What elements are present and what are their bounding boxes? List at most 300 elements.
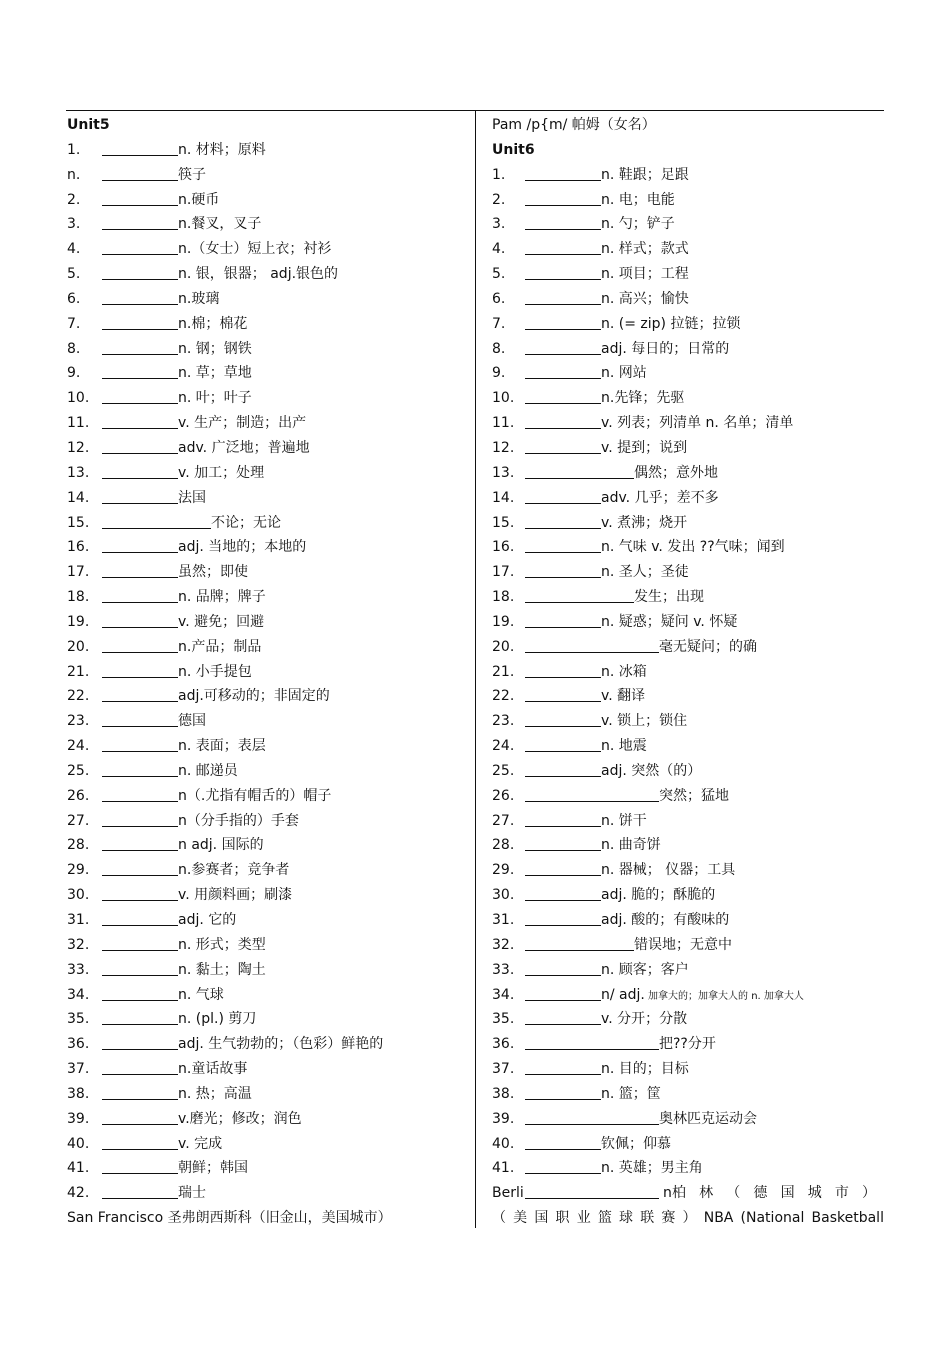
vocab-item	[492, 635, 884, 660]
item-definition: n. 形式；类型	[178, 936, 266, 953]
item-number: 11.	[492, 415, 515, 432]
fill-in-blank[interactable]	[102, 1181, 178, 1199]
item-definition: n. (= zip) 拉链；拉锁	[601, 315, 741, 332]
fill-in-blank[interactable]	[102, 535, 178, 553]
item-definition: n. 鞋跟；足跟	[601, 166, 689, 183]
item-number: 13.	[492, 464, 515, 481]
fill-in-blank[interactable]	[102, 734, 178, 752]
item-number: 11.	[67, 415, 90, 432]
item-definition: 钦佩；仰慕	[601, 1135, 671, 1152]
item-definition: n. 品牌；牌子	[178, 589, 266, 606]
item-number: 3.	[492, 216, 506, 233]
item-number: 42.	[67, 1185, 90, 1202]
vocab-item	[67, 610, 467, 635]
fill-in-blank[interactable]	[102, 858, 178, 876]
fill-in-blank[interactable]	[525, 287, 601, 305]
item-number: 32.	[67, 936, 90, 953]
item-definition: n. 钢；钢铁	[178, 340, 252, 357]
fill-in-blank[interactable]	[525, 337, 601, 355]
fill-in-blank[interactable]	[525, 933, 634, 951]
vocab-item	[492, 386, 884, 411]
fill-in-blank[interactable]	[525, 486, 601, 504]
vocab-item	[492, 511, 884, 536]
vocab-item	[67, 386, 467, 411]
item-definition: n. 顾客；客户	[601, 961, 689, 978]
item-number: n.	[67, 166, 81, 183]
fill-in-blank[interactable]	[102, 958, 178, 976]
item-number: 4.	[67, 241, 81, 258]
vocab-item	[67, 337, 467, 362]
vocab-item	[492, 1007, 884, 1032]
item-definition: n. 器械； 仪器；工具	[601, 862, 736, 879]
vocab-item	[492, 287, 884, 312]
berlin-prefix: Berli	[492, 1185, 524, 1202]
item-number: 1.	[67, 141, 81, 158]
fill-in-blank[interactable]	[102, 386, 178, 404]
unit6-heading: Unit6	[492, 141, 535, 158]
fill-in-blank[interactable]	[525, 1107, 659, 1125]
fill-in-blank[interactable]	[102, 287, 178, 305]
item-number: 35.	[67, 1011, 90, 1028]
vocab-item	[67, 163, 467, 188]
vocab-item	[492, 833, 884, 858]
item-number: 39.	[492, 1110, 515, 1127]
fill-in-blank[interactable]	[102, 933, 178, 951]
item-definition: adj. 它的	[178, 912, 237, 928]
item-number: 34.	[492, 986, 515, 1003]
vocab-item	[67, 411, 467, 436]
fill-in-blank[interactable]	[102, 212, 178, 230]
item-number: 18.	[67, 589, 90, 606]
item-number: 22.	[492, 688, 515, 705]
fill-in-blank[interactable]	[525, 983, 601, 1001]
item-definition: n. 勺；铲子	[601, 216, 675, 233]
fill-in-blank[interactable]	[102, 709, 178, 727]
vocab-item	[492, 337, 884, 362]
vocab-item	[67, 237, 467, 262]
item-definition: v.磨光；修改；润色	[178, 1110, 302, 1127]
item-definition: n. 英雄；男主角	[601, 1160, 703, 1177]
item-number: 20.	[492, 638, 515, 655]
fill-in-blank[interactable]	[102, 1032, 178, 1050]
fill-in-blank[interactable]	[525, 212, 601, 230]
vocab-item	[492, 1156, 884, 1181]
fill-in-blank[interactable]	[102, 833, 178, 851]
item-definition: adv. 几乎；差不多	[601, 489, 719, 506]
fill-in-blank[interactable]	[102, 684, 178, 702]
fill-in-blank[interactable]	[525, 784, 659, 802]
fill-in-blank[interactable]	[525, 1156, 601, 1174]
item-definition: n. 网站	[601, 365, 647, 382]
berlin-char: 柏	[672, 1185, 686, 1202]
fill-in-blank[interactable]	[525, 535, 601, 553]
item-definition: v. 翻译	[601, 688, 646, 705]
item-definition: n.（女士）短上衣；衬衫	[178, 241, 332, 258]
item-number: 21.	[67, 663, 90, 680]
fill-in-blank[interactable]	[525, 163, 601, 181]
item-number: 13.	[67, 464, 90, 481]
item-definition: 筷子	[178, 166, 206, 183]
item-definition: v. 列表；列清单 n. 名单；清单	[601, 415, 794, 432]
item-number: 36.	[492, 1036, 515, 1053]
nba-token: 职	[555, 1210, 570, 1227]
fill-in-blank[interactable]	[525, 461, 634, 479]
fill-in-blank[interactable]	[102, 983, 178, 1001]
item-definition: adj.可移动的；非固定的	[178, 688, 330, 705]
vocab-item	[492, 188, 884, 213]
unit5-heading: Unit5	[67, 117, 110, 133]
fill-in-blank[interactable]	[525, 759, 601, 777]
fill-in-blank[interactable]	[102, 560, 178, 578]
item-definition: n. 热；高温	[178, 1085, 252, 1102]
fill-in-blank[interactable]	[102, 809, 178, 827]
item-number: 5.	[67, 266, 81, 283]
item-number: 38.	[492, 1085, 515, 1102]
fill-in-blank[interactable]	[102, 908, 178, 926]
item-definition: n. 疑惑；疑问 v. 怀疑	[601, 613, 738, 630]
fill-in-blank[interactable]	[525, 1082, 601, 1100]
item-number: 7.	[67, 315, 81, 332]
item-definition: v. 避免；回避	[178, 613, 265, 630]
fill-in-blank[interactable]	[525, 436, 601, 454]
vocab-item	[492, 709, 884, 734]
fill-in-blank[interactable]	[525, 1132, 601, 1150]
item-definition: n. 饼干	[601, 812, 647, 829]
item-number: 26.	[492, 787, 515, 804]
vocab-item	[67, 635, 467, 660]
fill-in-blank[interactable]	[102, 361, 178, 379]
nba-token: NBA	[703, 1210, 734, 1227]
item-number: 41.	[492, 1160, 515, 1177]
item-number: 40.	[492, 1135, 515, 1152]
item-number: 39.	[67, 1110, 90, 1127]
vocab-item	[67, 138, 467, 163]
item-definition: 瑞士	[178, 1185, 206, 1202]
item-number: 33.	[492, 961, 515, 978]
fill-in-blank[interactable]	[525, 237, 601, 255]
item-definition: n. 冰箱	[601, 663, 647, 680]
fill-in-blank[interactable]	[525, 883, 601, 901]
vocab-item	[67, 560, 467, 585]
item-definition: n. 高兴；愉快	[601, 290, 689, 307]
fill-in-blank[interactable]	[102, 337, 178, 355]
fill-in-blank[interactable]	[525, 858, 601, 876]
fill-in-blank[interactable]	[102, 312, 178, 330]
fill-in-blank[interactable]	[525, 188, 601, 206]
item-number: 19.	[492, 613, 515, 630]
item-number: 16.	[492, 539, 515, 556]
vocab-item	[67, 361, 467, 386]
nba-token: (National	[740, 1210, 805, 1227]
vocab-item	[492, 784, 884, 809]
item-number: 5.	[492, 266, 506, 283]
fill-in-blank[interactable]	[525, 635, 659, 653]
item-number: 9.	[492, 365, 506, 382]
vocab-item	[492, 212, 884, 237]
berlin-char: 林	[699, 1185, 714, 1202]
item-definition: n.先锋；先驱	[601, 390, 685, 407]
item-number: 1.	[492, 166, 506, 183]
item-definition: n. 样式；款式	[601, 241, 689, 258]
item-definition: n. 小手提包	[178, 663, 252, 680]
item-number: 30.	[492, 887, 515, 904]
item-definition: n. 材料；原料	[178, 141, 266, 158]
vocab-item	[67, 684, 467, 709]
berlin-char: 市	[834, 1185, 849, 1202]
vocab-item	[492, 933, 884, 958]
berlin-char: 德	[753, 1185, 768, 1202]
fill-in-blank[interactable]	[525, 709, 601, 727]
vocab-item	[67, 1132, 467, 1157]
vocab-item	[67, 585, 467, 610]
fill-in-blank[interactable]	[525, 411, 601, 429]
vocab-item	[67, 1107, 467, 1132]
berlin-pos: n	[663, 1185, 672, 1202]
item-number: 33.	[67, 961, 90, 978]
item-definition: n. 表面；表层	[178, 738, 266, 755]
fill-in-blank[interactable]	[102, 585, 178, 603]
vocab-item	[492, 585, 884, 610]
item-number: 37.	[67, 1061, 90, 1078]
vocab-item	[492, 809, 884, 834]
item-number: 26.	[67, 787, 90, 804]
item-definition: adj. 当地的；本地的	[178, 539, 307, 556]
fill-in-blank[interactable]	[525, 560, 601, 578]
vocab-item	[492, 958, 884, 983]
fill-in-blank[interactable]	[102, 635, 178, 653]
item-definition: n. 地震	[601, 738, 647, 755]
fill-in-blank[interactable]	[102, 610, 178, 628]
item-number: 32.	[492, 936, 515, 953]
vocab-item	[492, 411, 884, 436]
item-number: 36.	[67, 1036, 90, 1053]
item-definition: n. 黏土；陶土	[178, 961, 266, 978]
item-number: 41.	[67, 1160, 90, 1177]
item-number: 20.	[67, 638, 90, 655]
nba-token: 联	[640, 1210, 655, 1227]
fill-in-blank[interactable]	[525, 312, 601, 330]
vocab-item	[492, 163, 884, 188]
item-number: 28.	[492, 837, 515, 854]
item-number: 10.	[67, 390, 90, 407]
fill-in-blank[interactable]	[102, 1082, 178, 1100]
item-definition: n.产品；制品	[178, 638, 262, 655]
item-number: 6.	[67, 290, 81, 307]
fill-in-blank[interactable]	[525, 1007, 601, 1025]
item-definition: v. 完成	[178, 1135, 223, 1152]
fill-in-blank[interactable]	[102, 883, 178, 901]
item-number: 4.	[492, 241, 506, 258]
fill-in-blank[interactable]	[525, 660, 601, 678]
item-definition: n. 曲奇饼	[601, 837, 661, 854]
item-number: 23.	[492, 713, 515, 730]
item-definition: 不论；无论	[211, 514, 281, 531]
item-definition: v. 生产；制造；出产	[178, 415, 307, 432]
item-number: 38.	[67, 1085, 90, 1102]
vocab-item	[492, 436, 884, 461]
vocab-item	[67, 1007, 467, 1032]
item-definition: n. 目的；目标	[601, 1061, 689, 1078]
vocab-item	[492, 1032, 884, 1057]
fill-in-blank[interactable]	[102, 1007, 178, 1025]
item-definition: n. (pl.) 剪刀	[178, 1011, 257, 1028]
vocab-item	[492, 1057, 884, 1082]
fill-in-blank[interactable]	[525, 809, 601, 827]
fill-in-blank[interactable]	[102, 411, 178, 429]
fill-in-blank[interactable]	[102, 784, 178, 802]
fill-in-blank[interactable]	[525, 684, 601, 702]
fill-in-blank[interactable]	[525, 734, 601, 752]
item-number: 17.	[67, 564, 90, 581]
fill-in-blank[interactable]	[102, 759, 178, 777]
item-definition: 错误地；无意中	[634, 936, 732, 953]
fill-in-blank[interactable]	[525, 511, 601, 529]
item-definition: adv. 广泛地；普遍地	[178, 439, 310, 456]
item-number: 25.	[492, 762, 515, 779]
unit5-column	[67, 113, 467, 1231]
item-number: 21.	[492, 663, 515, 680]
vocab-item	[492, 361, 884, 386]
item-number: 24.	[492, 738, 515, 755]
fill-in-blank[interactable]	[525, 361, 601, 379]
item-definition: v. 分开；分散	[601, 1011, 688, 1028]
vocab-item	[67, 1181, 467, 1206]
fill-in-blank[interactable]	[102, 1132, 178, 1150]
fill-in-blank[interactable]	[102, 486, 178, 504]
vocab-item	[492, 908, 884, 933]
vocab-item	[492, 1107, 884, 1132]
vocab-item	[67, 784, 467, 809]
fill-in-blank[interactable]	[102, 237, 178, 255]
nba-token: Basketball	[811, 1210, 884, 1227]
item-number: 30.	[67, 887, 90, 904]
vocab-item	[492, 560, 884, 585]
item-definition: n（.尤指有帽舌的）帽子	[178, 787, 332, 804]
vocab-item	[492, 312, 884, 337]
vocab-item	[67, 958, 467, 983]
fill-in-blank[interactable]	[102, 436, 178, 454]
item-definition: adj. 脆的；酥脆的	[601, 887, 716, 904]
fill-in-blank[interactable]	[102, 1057, 178, 1075]
vocab-item	[67, 535, 467, 560]
nba-token: 球	[619, 1210, 634, 1227]
item-definition: 虽然；即使	[178, 564, 248, 581]
item-number: 29.	[67, 862, 90, 879]
item-definition: n. 电；电能	[601, 191, 675, 208]
item-definition: 法国	[178, 489, 206, 506]
vocab-item	[492, 610, 884, 635]
vocab-item	[67, 212, 467, 237]
fill-in-blank[interactable]	[102, 461, 178, 479]
fill-in-blank[interactable]	[102, 138, 178, 156]
item-number: 18.	[492, 589, 515, 606]
vocab-item	[67, 1032, 467, 1057]
item-definition: n（分手指的）手套	[178, 812, 299, 829]
item-definition: n.硬币	[178, 191, 220, 208]
item-definition: 偶然；意外地	[634, 464, 718, 481]
item-number: 37.	[492, 1061, 515, 1078]
vocab-item	[492, 535, 884, 560]
fill-in-blank[interactable]	[525, 1032, 659, 1050]
nba-line	[492, 1206, 884, 1231]
fill-in-blank[interactable]	[102, 1156, 178, 1174]
fill-in-blank[interactable]	[102, 262, 178, 280]
vocab-item	[67, 262, 467, 287]
vocab-item	[67, 908, 467, 933]
item-definition: adj. 每日的；日常的	[601, 340, 730, 357]
item-definition: n. 银，银器； adj.银色的	[178, 266, 339, 283]
fill-in-blank[interactable]	[102, 660, 178, 678]
berlin-char: 城	[807, 1185, 822, 1202]
vocab-item	[492, 486, 884, 511]
item-definition: adj. 突然（的）	[601, 762, 702, 779]
vocab-item	[492, 1082, 884, 1107]
fill-in-blank[interactable]	[525, 262, 601, 280]
item-definition: v. 提到；说到	[601, 439, 688, 456]
nba-token: 业	[576, 1210, 591, 1227]
item-number: 31.	[67, 912, 90, 928]
vocab-item	[67, 734, 467, 759]
fill-in-blank[interactable]	[525, 833, 601, 851]
fill-in-blank[interactable]	[525, 585, 634, 603]
item-number: 23.	[67, 713, 90, 730]
vocab-item	[67, 983, 467, 1008]
vocab-item	[67, 858, 467, 883]
item-definition: adj. 生气勃勃的；（色彩）鲜艳的	[178, 1036, 384, 1053]
item-number: 7.	[492, 315, 506, 332]
vocab-item	[67, 486, 467, 511]
berlin-char: ）	[861, 1185, 876, 1202]
item-number: 8.	[67, 340, 81, 357]
nba-token: 美	[513, 1210, 528, 1227]
item-number: 16.	[67, 539, 90, 556]
item-number: 2.	[492, 191, 506, 208]
item-number: 34.	[67, 986, 90, 1003]
vocab-item	[67, 1082, 467, 1107]
item-number: 12.	[492, 439, 515, 456]
vocab-item	[67, 312, 467, 337]
item-number: 17.	[492, 564, 515, 581]
unit6-pre-line: Pam /p{m/ 帕姆（女名）	[492, 117, 656, 133]
item-number: 19.	[67, 613, 90, 630]
item-number: 14.	[67, 489, 90, 506]
fill-in-blank[interactable]	[102, 1107, 178, 1125]
item-definition: 朝鲜；韩国	[178, 1160, 248, 1177]
fill-in-blank[interactable]	[525, 1181, 659, 1199]
vocab-item	[67, 511, 467, 536]
item-number: 25.	[67, 762, 90, 779]
fill-in-blank[interactable]	[525, 958, 601, 976]
vocab-item	[492, 983, 884, 1008]
fill-in-blank[interactable]	[525, 1057, 601, 1075]
berlin-char: （	[726, 1185, 741, 1202]
berlin-chinese	[672, 1181, 876, 1206]
fill-in-blank[interactable]	[525, 908, 601, 926]
vocab-item	[492, 684, 884, 709]
fill-in-blank[interactable]	[102, 188, 178, 206]
item-definition: 突然；猛地	[659, 787, 729, 804]
item-definition-small: 加拿大的；加拿大人的 n. 加拿大人	[644, 990, 804, 1002]
fill-in-blank[interactable]	[525, 610, 601, 628]
fill-in-blank[interactable]	[525, 386, 601, 404]
fill-in-blank[interactable]	[102, 163, 178, 181]
item-number: 14.	[492, 489, 515, 506]
nba-token: 赛	[661, 1210, 676, 1227]
item-number: 8.	[492, 340, 506, 357]
vocab-item	[67, 1057, 467, 1082]
item-definition: n. 圣人；圣徒	[601, 564, 689, 581]
fill-in-blank[interactable]	[102, 511, 211, 529]
